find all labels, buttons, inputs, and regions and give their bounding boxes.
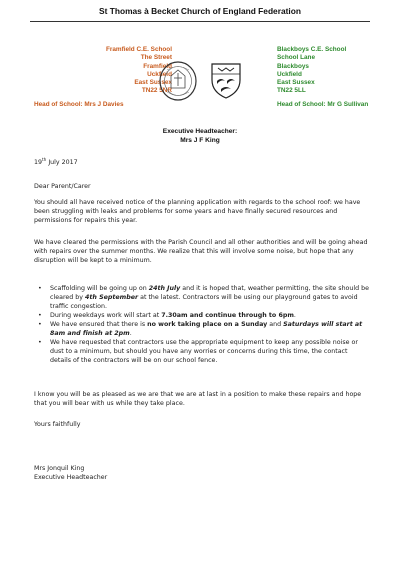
bullet-icon: • xyxy=(38,339,42,346)
signature-name: Mrs Jonquil King xyxy=(34,465,85,472)
blackboys-postcode: TN22 5LL xyxy=(277,87,306,95)
signature-role: Executive Headteacher xyxy=(34,474,108,481)
closing: Yours faithfully xyxy=(34,421,81,428)
bullet-icon: • xyxy=(38,321,42,328)
list-item xyxy=(38,311,370,320)
blackboys-address-line: School Lane xyxy=(277,54,315,62)
bullet-text: and it is hoped that, weather permitting, the site should be cleared by xyxy=(50,285,370,301)
bullet-text: During weekdays work will start at xyxy=(50,312,162,319)
framfield-address-line: East Sussex xyxy=(134,79,172,87)
framfield-address-line: Framfield xyxy=(143,62,172,70)
framfield-address-line: Uckfield xyxy=(147,70,172,78)
date-suffix: th xyxy=(42,156,47,162)
greeting: Dear Parent/Carer xyxy=(34,183,91,190)
framfield-head-of-school: Head of School: Mrs J Davies xyxy=(34,101,124,108)
bullet-emphasis: 7.30am and continue through to 6pm xyxy=(161,312,294,319)
bullet-text: . xyxy=(293,312,296,319)
bullet-icon: • xyxy=(38,285,42,292)
list-item xyxy=(38,284,370,311)
framfield-school-address xyxy=(34,46,172,96)
blackboys-head-of-school: Head of School: Mr G Sullivan xyxy=(277,101,369,108)
bullet-emphasis: no work taking place on a Sunday xyxy=(147,321,268,328)
list-item xyxy=(38,338,370,365)
framfield-address-line: The Street xyxy=(140,54,172,62)
bullet-text: We have requested that contractors use the appropriate equipment to keep any possible noise or dust to a minimum, but should you have any worries or concerns during this time, the contact details of the contractors will be on our school fence. xyxy=(50,339,358,364)
executive-headteacher-block xyxy=(0,128,400,145)
blackboys-address-line: East Sussex xyxy=(277,79,315,87)
paragraph-permissions: We have cleared the permissions with the Parish Council and all other authorities and will be going ahead with repairs over the summer months. We realize that this will involve some noise, but hope that any disruption will be kept to a minimum. xyxy=(34,239,368,264)
list-item xyxy=(38,320,370,338)
blackboys-school-address xyxy=(277,46,387,96)
bullet-text: Scaffolding will be going up on xyxy=(50,285,149,292)
bullet-icon: • xyxy=(38,312,42,319)
paragraph-pleased: I know you will be as pleased as we are that we are at last in a position to make these repairs and hope that you will bear with us while they take place. xyxy=(34,391,362,407)
bullet-text: We have ensured that there is xyxy=(50,321,148,328)
framfield-school-name: Framfield C.E. School xyxy=(105,46,172,53)
date-day: 19 xyxy=(34,159,43,166)
executive-name: Mrs J F King xyxy=(180,136,220,144)
date-month-year: July 2017 xyxy=(46,159,78,166)
framfield-postcode: TN22 5NR xyxy=(141,87,172,95)
repair-details-list xyxy=(34,284,370,365)
bullet-text: . xyxy=(129,330,132,337)
paragraph-roof-application: You should all have received notice of the planning application with regards to the school roof: we have been struggling with leaks and problems for some years and have finally secured resources and permissions for repairs this year. xyxy=(34,199,361,224)
bullet-emphasis: 24th July xyxy=(148,285,181,292)
letter-date xyxy=(34,158,370,167)
blackboys-address-line: Blackboys xyxy=(277,62,309,70)
bullet-emphasis: 4th September xyxy=(85,294,139,301)
framfield-crest-icon xyxy=(158,60,198,102)
blackboys-shield-icon xyxy=(208,60,244,100)
executive-title: Executive Headteacher: xyxy=(162,128,238,135)
blackboys-school-name: Blackboys C.E. School xyxy=(277,46,347,53)
bullet-emphasis: Saturdays will start at 8am and finish at 2pm xyxy=(50,321,363,337)
federation-title: St Thomas à Becket Church of England Federation xyxy=(99,6,301,16)
bullet-text: at the latest. Contractors will be using our playground gates to avoid traffic congestion. xyxy=(50,294,358,310)
bullet-text: and xyxy=(267,321,284,328)
blackboys-address-line: Uckfield xyxy=(277,70,302,78)
header-divider xyxy=(30,21,370,22)
